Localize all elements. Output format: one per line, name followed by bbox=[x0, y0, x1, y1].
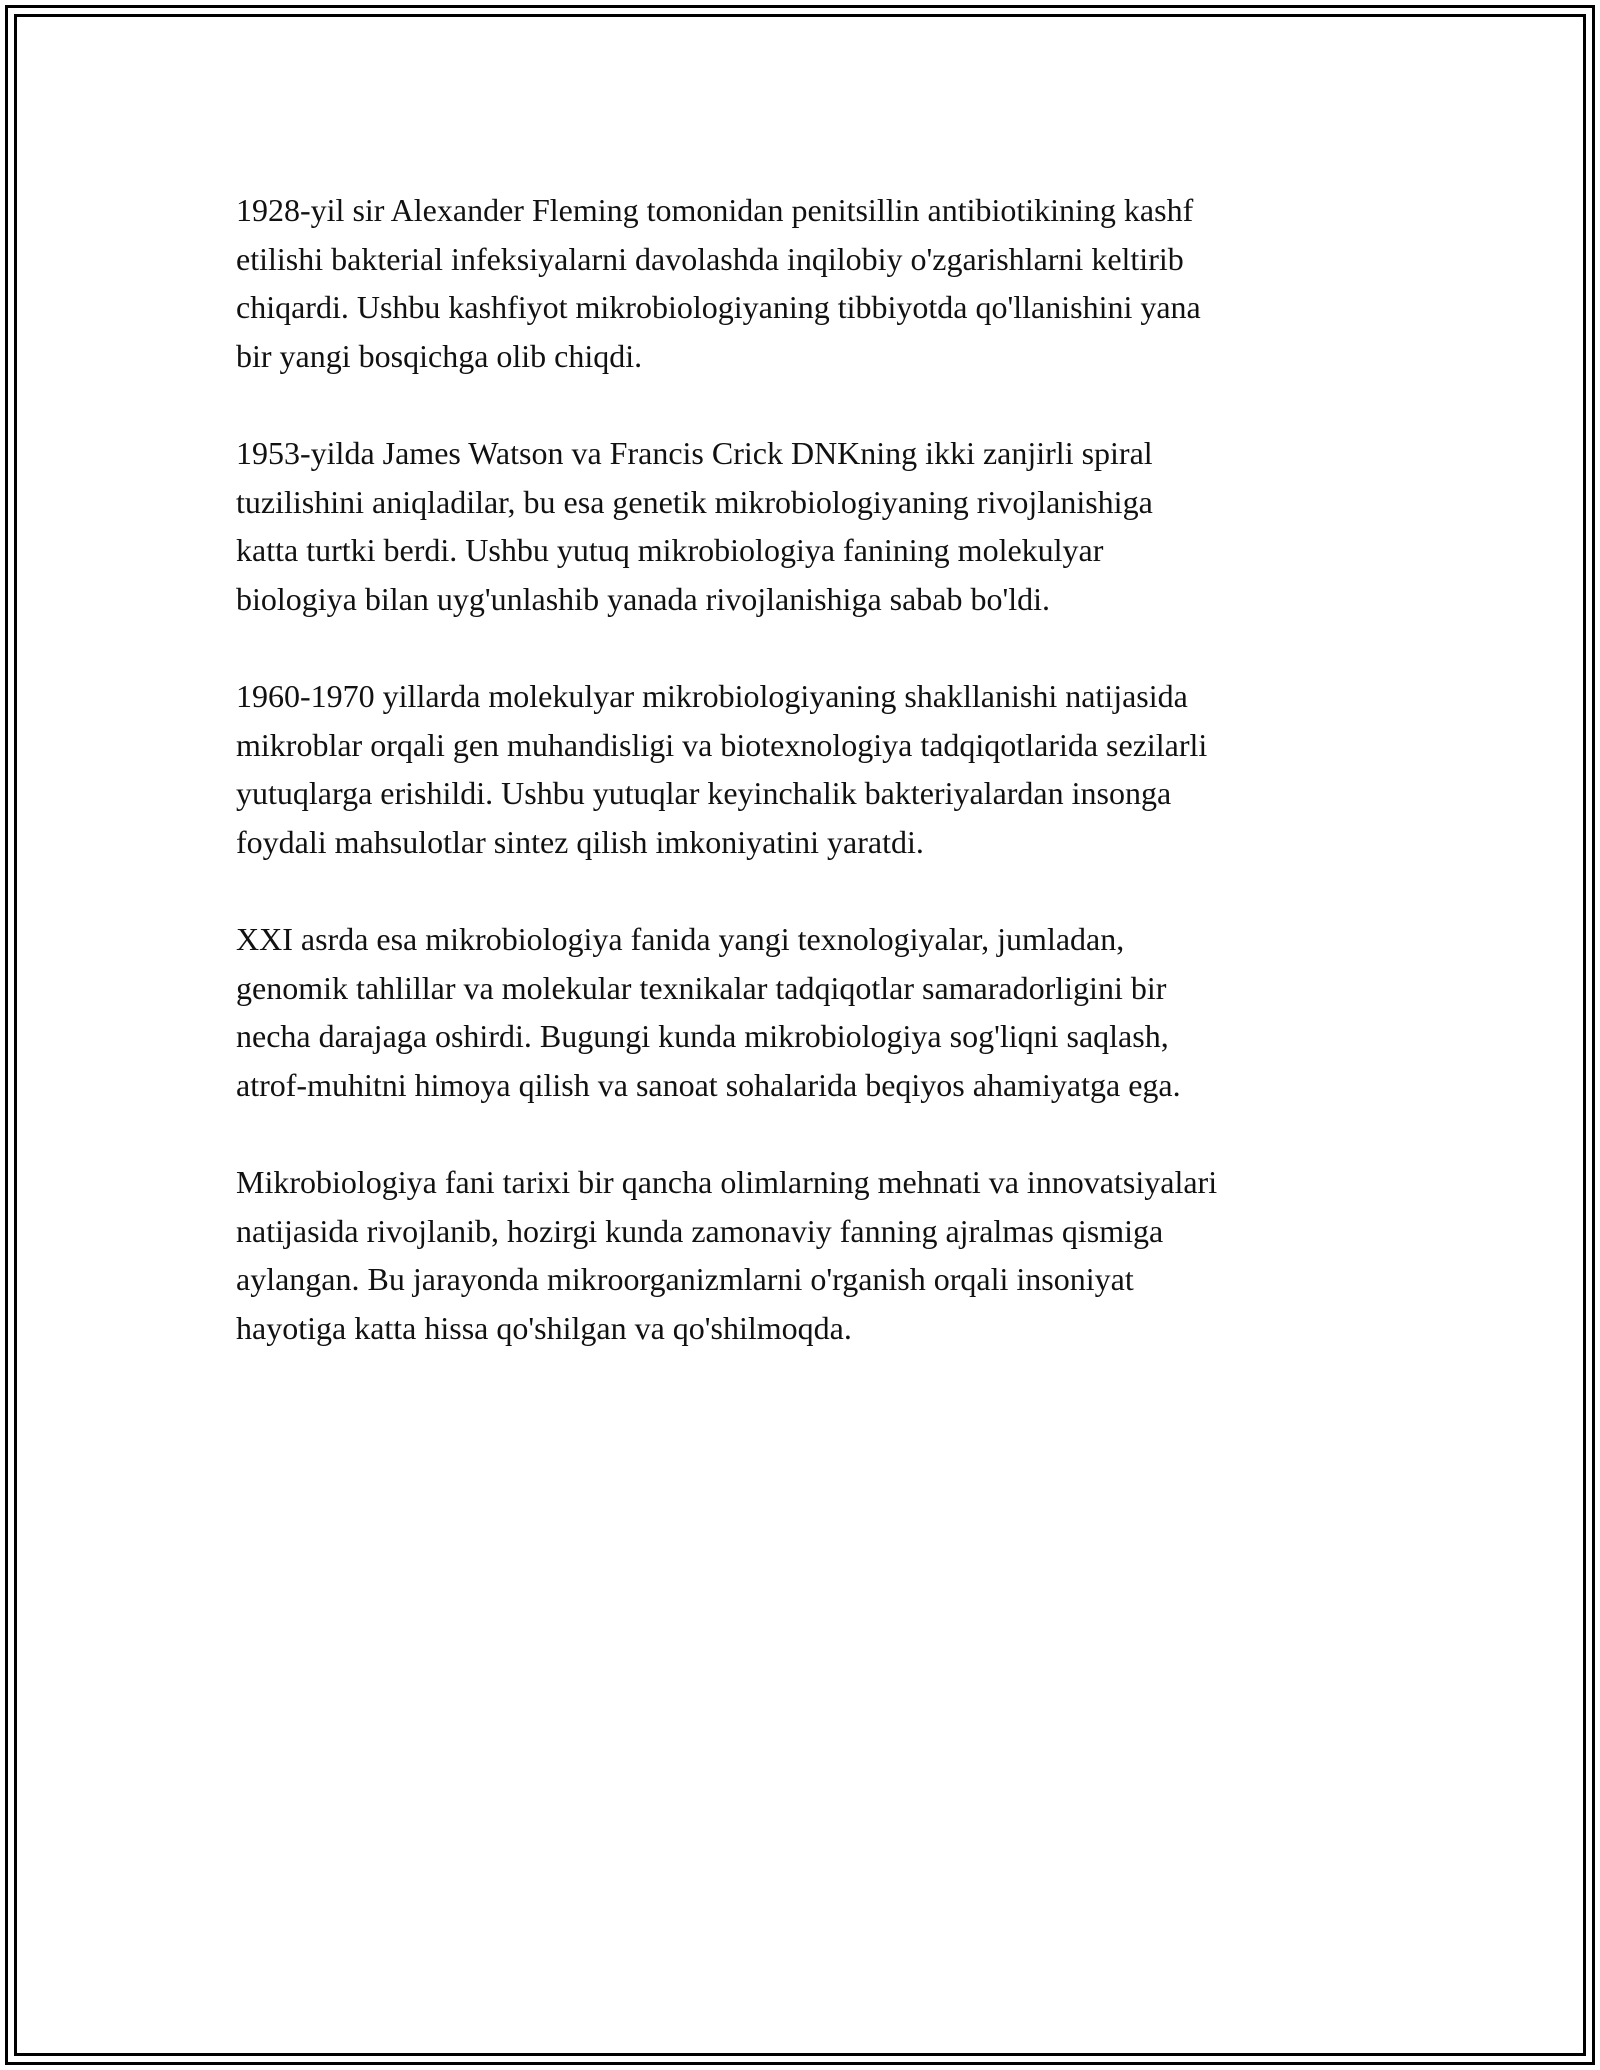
text-line: genomik tahlillar va molekular texnikalar tadqiqotlar samaradorligini bir bbox=[236, 969, 1167, 1006]
text-line: XXI asrda esa mikrobiologiya fanida yangi texnologiyalar, jumladan, bbox=[236, 921, 1125, 957]
text-line: 1953-yilda James Watson va Francis Crick DNKning ikki zanjirli spiral bbox=[236, 435, 1153, 471]
text-line: hayotiga katta hissa qo'shilgan va qo'shilmoqda. bbox=[236, 1309, 852, 1346]
text-line: foydali mahsulotlar sintez qilish imkoniyatini yaratdi. bbox=[236, 823, 924, 860]
text-line: yutuqlarga erishildi. Ushbu yutuqlar keyinchalik bakteriyalardan insonga bbox=[236, 775, 1172, 811]
text-line: tuzilishini aniqladilar, bu esa genetik mikrobiologiyaning rivojlanishiga bbox=[236, 483, 1153, 520]
text-line: necha darajaga oshirdi. Bugungi kunda mikrobiologiya sog'liqni saqlash, bbox=[236, 1018, 1169, 1054]
text-line: chiqardi. Ushbu kashfiyot mikrobiologiyaning tibbiyotda qo'llanishini yana bbox=[236, 289, 1201, 325]
text-line: 1928-yil sir Alexander Fleming tomonidan penitsillin antibiotikining kashf bbox=[236, 192, 1194, 228]
paragraph-4 bbox=[236, 915, 1386, 1109]
document-body bbox=[236, 186, 1386, 1401]
text-line: natijasida rivojlanib, hozirgi kunda zamonaviy fanning ajralmas qismiga bbox=[236, 1212, 1164, 1249]
text-line: aylangan. Bu jarayonda mikroorganizmlarni o'rganish orqali insoniyat bbox=[236, 1261, 1134, 1297]
paragraph-2 bbox=[236, 429, 1386, 623]
text-line: Mikrobiologiya fani tarixi bir qancha olimlarning mehnati va innovatsiyalari bbox=[236, 1164, 1218, 1200]
text-line: biologiya bilan uyg'unlashib yanada rivojlanishiga sabab bo'ldi. bbox=[236, 580, 1051, 617]
text-line: bir yangi bosqichga olib chiqdi. bbox=[236, 337, 643, 374]
text-line: 1960-1970 yillarda molekulyar mikrobiologiyaning shakllanishi natijasida bbox=[236, 678, 1188, 714]
text-line: atrof-muhitni himoya qilish va sanoat sohalarida beqiyos ahamiyatga ega. bbox=[236, 1066, 1181, 1103]
paragraph-3 bbox=[236, 672, 1386, 866]
text-line: mikroblar orqali gen muhandisligi va biotexnologiya tadqiqotlarida sezilarli bbox=[236, 726, 1208, 763]
paragraph-5 bbox=[236, 1158, 1386, 1352]
paragraph-1 bbox=[236, 186, 1386, 380]
text-line: katta turtki berdi. Ushbu yutuq mikrobiologiya fanining molekulyar bbox=[236, 532, 1104, 568]
text-line: etilishi bakterial infeksiyalarni davolashda inqilobiy o'zgarishlarni keltirib bbox=[236, 240, 1184, 277]
